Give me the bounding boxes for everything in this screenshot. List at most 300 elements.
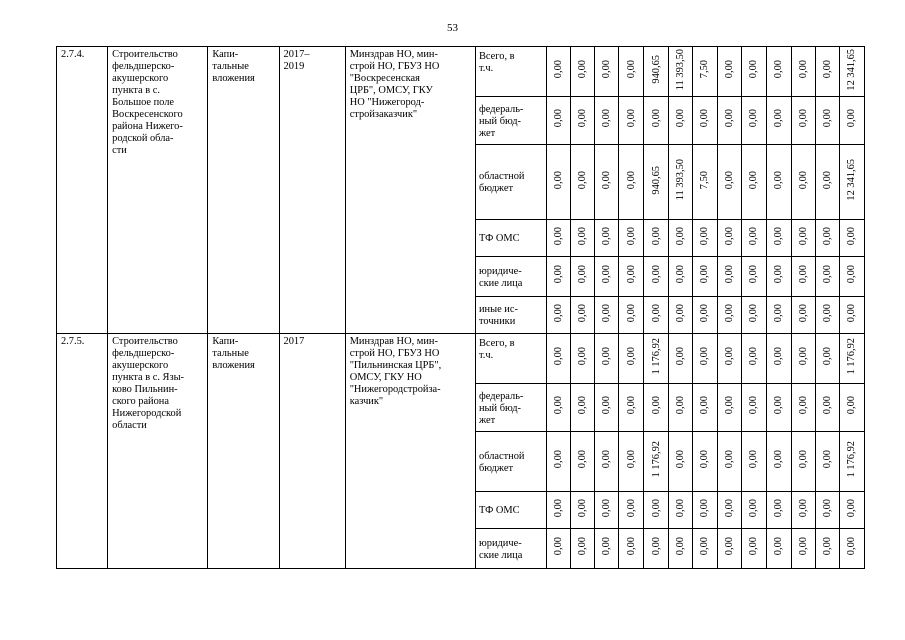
value-text: 0,00 [553,170,565,190]
text-line: 2017– [283,49,310,60]
value-text: 0,00 [821,303,833,323]
value-cell [669,334,693,384]
funding-source [476,297,547,334]
text-line: казчик" [349,396,384,407]
text-line: бюджет [479,462,514,474]
value-cell [644,334,669,384]
value-text: 0,00 [625,226,637,246]
value-text: 0,00 [625,170,637,190]
text-line: ный бюд- [479,402,521,414]
funding-source [476,334,547,384]
text-line: Воскресенского [112,109,183,120]
funding-source [476,47,547,97]
value-cell [815,297,839,334]
text-line: федераль- [479,103,524,115]
text-line: точники [479,316,516,327]
project-period [279,47,345,334]
value-text: 0,00 [773,537,785,556]
value-cell [766,220,791,257]
text-line: 2019 [283,61,305,72]
value-text: 0,00 [553,450,565,469]
value-cell [741,97,766,145]
value-text: 1 176,92 [650,338,662,375]
value-cell [571,297,595,334]
value-text: 0,00 [821,265,833,284]
value-cell [791,384,815,432]
text-line: областной [479,450,525,462]
value-cell [839,257,864,297]
value-text: 11 393,50 [675,159,687,201]
value-text: 0,00 [773,226,785,246]
text-line: ТФ ОМС [479,505,520,516]
value-cell [717,145,741,220]
value-cell [693,492,717,529]
value-cell [595,145,619,220]
funding-source [476,384,547,432]
value-text: 0,00 [748,396,760,415]
text-line: Капи- [212,49,239,60]
project-code: 2.7.5. [57,334,108,569]
value-text: 0,00 [577,537,589,556]
text-line: Капи- [212,336,239,347]
value-cell [791,432,815,492]
value-cell [693,97,717,145]
funding-source [476,220,547,257]
funding-source [476,492,547,529]
text-line: ЦРБ", ОМСУ, ГКУ [349,85,433,96]
value-text: 1 176,92 [846,441,858,478]
value-text: 0,00 [601,347,613,366]
value-text: 0,00 [577,396,589,415]
value-text: 0,00 [723,537,735,556]
value-cell [669,492,693,529]
text-line: вложения [212,73,255,84]
text-line: т.ч. [479,63,494,74]
value-text: 0,00 [577,226,589,246]
value-cell [644,297,669,334]
value-text: 0,00 [723,109,735,128]
value-text: 0,00 [553,109,565,128]
value-text: 0,00 [601,303,613,323]
text-line: строй НО, ГБУЗ НО [349,348,440,359]
value-text: 0,00 [625,109,637,128]
value-text: 0,00 [748,109,760,128]
value-cell [766,97,791,145]
value-text: 0,00 [650,226,662,246]
text-line: вложения [212,360,255,371]
value-cell [717,47,741,97]
value-cell [547,334,571,384]
funding-source [476,145,547,220]
value-cell [741,297,766,334]
value-text: 0,00 [553,60,565,79]
value-text: 0,00 [625,303,637,323]
value-cell [644,220,669,257]
value-text: 0,00 [723,347,735,366]
value-text: 0,00 [797,450,809,469]
text-line: Строительство [112,49,178,60]
value-text: 0,00 [773,109,785,128]
value-cell [741,432,766,492]
value-cell [815,529,839,569]
value-cell [791,492,815,529]
text-line: фельдшерско- [112,61,175,72]
value-text: 0,00 [723,265,735,284]
value-text: 0,00 [773,60,785,79]
value-text: 0,00 [625,347,637,366]
text-line: 2017 [283,336,305,347]
value-cell [815,432,839,492]
text-line: Всего, в [479,51,515,62]
value-cell [791,257,815,297]
value-cell [619,47,644,97]
value-text: 1 176,92 [650,441,662,478]
value-cell [741,384,766,432]
value-cell [693,432,717,492]
value-text: 0,00 [723,450,735,469]
text-line: фельдшерско- [112,348,175,359]
value-cell [595,432,619,492]
value-text: 0,00 [846,109,858,128]
value-cell [791,47,815,97]
text-line: Минздрав НО, мин- [349,336,438,347]
funding-source [476,257,547,297]
value-cell [547,97,571,145]
value-text: 0,00 [601,396,613,415]
value-cell [595,334,619,384]
value-cell [669,257,693,297]
value-text: 0,00 [797,60,809,79]
text-line: жет [479,414,496,426]
value-cell [547,220,571,257]
project-name [108,334,208,569]
value-cell [693,220,717,257]
value-cell [595,97,619,145]
value-cell [547,47,571,97]
value-text: 0,00 [699,109,711,128]
value-cell [669,529,693,569]
value-text: 0,00 [797,347,809,366]
value-text: 0,00 [675,265,687,284]
value-cell [766,384,791,432]
value-text: 0,00 [601,537,613,556]
value-text: 0,00 [650,265,662,284]
value-cell [839,145,864,220]
value-cell [693,384,717,432]
text-line: области [112,420,147,431]
value-cell [815,47,839,97]
project-executor [345,334,475,569]
value-text: 0,00 [821,226,833,246]
value-text: 0,00 [601,498,613,518]
value-text: 0,00 [601,170,613,190]
value-cell [644,97,669,145]
value-text: 0,00 [846,498,858,518]
value-text: 0,00 [821,450,833,469]
value-cell [766,145,791,220]
value-cell [815,384,839,432]
value-text: 0,00 [797,396,809,415]
text-line: родской обла- [112,133,174,144]
text-line: ОМСУ, ГКУ НО [349,372,422,383]
value-text: 0,00 [601,450,613,469]
value-text: 0,00 [699,396,711,415]
value-cell [693,334,717,384]
value-text: 0,00 [846,303,858,323]
value-cell [766,432,791,492]
value-cell [669,297,693,334]
text-line: юридиче- [479,265,522,277]
value-cell [619,529,644,569]
value-cell [717,384,741,432]
value-text: 11 393,50 [675,48,687,91]
value-text: 940,65 [650,55,662,84]
text-line: "Нижегородстройза- [349,384,441,395]
value-cell [547,297,571,334]
text-line: пункта в с. [112,85,160,96]
value-text: 0,00 [797,109,809,128]
value-cell [547,384,571,432]
value-cell [815,220,839,257]
value-cell [595,297,619,334]
text-line: ского района [112,396,169,407]
program-table-body [57,47,865,569]
value-text: 0,00 [821,396,833,415]
value-text: 0,00 [650,303,662,323]
value-text: 0,00 [723,60,735,79]
value-cell [547,529,571,569]
value-text: 0,00 [821,347,833,366]
value-cell [619,220,644,257]
value-cell [717,334,741,384]
value-cell [717,529,741,569]
text-line: "Пильнинская ЦРБ", [349,360,442,371]
value-cell [571,384,595,432]
text-line: ный бюд- [479,115,521,127]
value-cell [741,492,766,529]
text-line: пункта в с. Язы- [112,372,185,383]
value-text: 0,00 [821,60,833,79]
value-cell [547,432,571,492]
value-text: 0,00 [846,226,858,246]
value-text: 0,00 [675,396,687,415]
value-text: 0,00 [846,537,858,556]
value-text: 0,00 [723,303,735,323]
value-text: 940,65 [650,165,662,195]
value-cell [839,432,864,492]
value-cell [815,492,839,529]
value-cell [717,492,741,529]
value-text: 0,00 [699,347,711,366]
value-cell [839,334,864,384]
value-cell [595,492,619,529]
value-cell [717,297,741,334]
value-cell [741,334,766,384]
value-text: 0,00 [846,265,858,284]
project-code: 2.7.4. [57,47,108,334]
value-cell [644,529,669,569]
value-cell [619,97,644,145]
value-text: 0,00 [773,170,785,190]
text-line: строй НО, ГБУЗ НО [349,61,440,72]
value-text: 0,00 [748,537,760,556]
value-cell [669,145,693,220]
value-cell [571,492,595,529]
value-cell [669,47,693,97]
value-text: 0,00 [699,537,711,556]
value-cell [595,220,619,257]
project-type [208,47,279,334]
value-cell [547,492,571,529]
value-cell [791,297,815,334]
value-text: 0,00 [748,170,760,190]
value-text: 0,00 [625,265,637,284]
text-line: ково Пильнин- [112,384,178,395]
text-line: Нижегородской [112,408,182,419]
value-text: 0,00 [797,303,809,323]
value-text: 0,00 [821,498,833,518]
value-text: 0,00 [797,170,809,190]
value-text: 0,00 [601,226,613,246]
value-cell [571,220,595,257]
value-cell [741,220,766,257]
value-cell [815,334,839,384]
value-text: 7,50 [699,170,711,190]
value-cell [644,384,669,432]
value-text: 0,00 [577,498,589,518]
value-text: 0,00 [577,109,589,128]
value-text: 0,00 [553,265,565,284]
value-text: 0,00 [650,109,662,128]
text-line: Минздрав НО, мин- [349,49,438,60]
value-text: 0,00 [675,347,687,366]
value-cell [669,384,693,432]
value-cell [717,97,741,145]
project-period [279,334,345,569]
text-line: района Нижего- [112,121,183,132]
value-cell [839,97,864,145]
value-cell [766,492,791,529]
value-cell [791,220,815,257]
value-cell [595,384,619,432]
value-text: 0,00 [773,347,785,366]
value-cell [717,220,741,257]
value-cell [693,47,717,97]
value-cell [619,492,644,529]
table-row [57,47,865,97]
value-cell [766,334,791,384]
value-cell [791,145,815,220]
text-line: бюджет [479,183,514,194]
value-text: 0,00 [748,265,760,284]
value-cell [839,492,864,529]
value-text: 0,00 [577,265,589,284]
value-cell [644,257,669,297]
value-cell [717,432,741,492]
value-cell [766,297,791,334]
value-text: 0,00 [773,396,785,415]
value-cell [619,432,644,492]
value-cell [791,97,815,145]
value-cell [741,529,766,569]
funding-source [476,432,547,492]
value-cell [693,297,717,334]
value-cell [766,47,791,97]
value-text: 0,00 [675,303,687,323]
value-cell [717,257,741,297]
text-line: акушерского [112,360,169,371]
text-line: областной [479,171,525,182]
value-text: 0,00 [553,347,565,366]
value-text: 0,00 [601,265,613,284]
table-row [57,334,865,384]
value-text: 12 341,65 [846,159,858,201]
value-text: 0,00 [846,396,858,415]
value-text: 0,00 [675,109,687,128]
value-cell [669,432,693,492]
value-cell [741,47,766,97]
value-text: 0,00 [773,450,785,469]
value-text: 0,00 [723,498,735,518]
value-text: 0,00 [748,347,760,366]
text-line: иные ис- [479,304,518,315]
value-cell [839,384,864,432]
text-line: юридиче- [479,537,522,549]
value-text: 0,00 [797,265,809,284]
value-cell [619,334,644,384]
value-cell [839,220,864,257]
value-text: 0,00 [821,537,833,556]
value-cell [644,432,669,492]
value-text: 7,50 [699,60,711,79]
project-name [108,47,208,334]
text-line: ские лица [479,277,523,289]
value-text: 0,00 [625,537,637,556]
value-cell [571,334,595,384]
value-text: 0,00 [773,303,785,323]
text-line: Строительство [112,336,178,347]
value-cell [791,334,815,384]
value-text: 0,00 [699,226,711,246]
value-cell [547,145,571,220]
value-cell [693,145,717,220]
value-text: 0,00 [553,498,565,518]
value-text: 0,00 [675,450,687,469]
text-line: НО "Нижегород- [349,97,425,108]
value-cell [595,529,619,569]
value-cell [741,257,766,297]
value-text: 0,00 [650,498,662,518]
value-cell [644,492,669,529]
value-text: 0,00 [773,498,785,518]
value-cell [644,47,669,97]
value-cell [815,97,839,145]
value-cell [669,97,693,145]
value-cell [839,529,864,569]
value-text: 0,00 [675,498,687,518]
value-cell [595,47,619,97]
text-line: Всего, в [479,338,515,349]
value-text: 0,00 [601,109,613,128]
value-cell [815,145,839,220]
value-text: 0,00 [553,303,565,323]
text-line: тальные [212,61,249,72]
text-line: Большое поле [112,97,175,108]
text-line: федераль- [479,390,524,402]
value-text: 0,00 [553,226,565,246]
value-text: 12 341,65 [846,48,858,91]
value-cell [644,145,669,220]
